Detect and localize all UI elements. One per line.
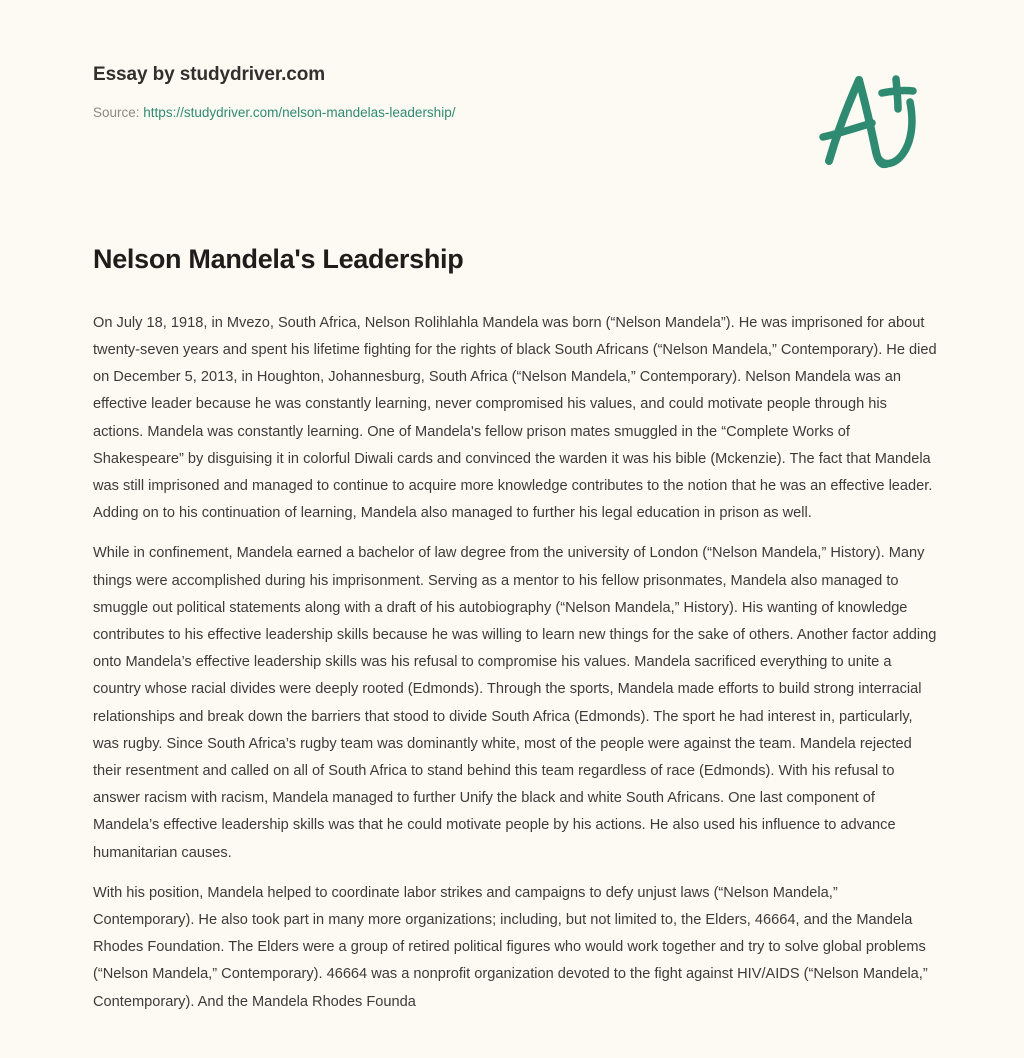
- article-body: [93, 310, 941, 1016]
- a-plus-logo-icon: [812, 66, 922, 176]
- article-paragraph: While in confinement, Mandela earned a bachelor of law degree from the university of London (“Nelson Mandela,” History). Many things were accomplished during his imprisonment. Serving as a mentor to his fellow prisonmates, Mandela also managed to smuggle out political statements along with a draft of his autobiography (“Nelson Mandela,” History). His wanting of knowledge contributes to his effective leadership skills because he was willing to learn new things for the sake of others. Another factor adding onto Mandela’s effective leadership skills was his refusal to compromise his values. Mandela sacrificed everything to unite a country whose racial divides were deeply rooted (Edmonds). Through the sports, Mandela made efforts to build strong interracial relationships and break down the barriers that stood to divide South Africa (Edmonds). The sport he had interest in, particularly, was rugby. Since South Africa’s rugby team was dominantly white, most of the people were against the team. Mandela rejected their resentment and called on all of South Africa to stand behind this team regardless of race (Edmonds). With his refusal to answer racism with racism, Mandela managed to further Unify the black and white South Africans. One last component of Mandela’s effective leadership skills was that he could motivate people by his actions. He also used his influence to advance humanitarian causes.: [93, 545, 937, 861]
- source-line: [93, 104, 793, 122]
- article-paragraph: On July 18, 1918, in Mvezo, South Africa, Nelson Rolihlahla Mandela was born (“Nelson Mandela”). He was imprisoned for about twenty-seven years and spent his lifetime fighting for the rights of black South Africans (“Nelson Mandela,” Contemporary). He died on December 5, 2013, in Houghton, Johannesburg, South Africa (“Nelson Mandela,” Contemporary). Nelson Mandela was an effective leader because he was constantly learning, never compromised his values, and could motivate people through his actions. Mandela was constantly learning. One of Mandela's fellow prison mates smuggled in the “Complete Works of Shakespeare” by disguising it in colorful Diwali cards and convinced the warden it was his bible (Mckenzie). The fact that Mandela was still imprisoned and managed to continue to acquire more knowledge contributes to the notion that he was an effective leader. Adding on to his continuation of learning, Mandela also managed to further his legal education in prison as well.: [93, 314, 937, 522]
- article: [93, 243, 941, 1016]
- source-label: Source:: [93, 104, 140, 120]
- page-title: Nelson Mandela's Leadership: [93, 244, 464, 274]
- brand-title: Essay by studydriver.com: [93, 64, 326, 85]
- brand-block: [93, 64, 793, 121]
- a-plus-logo-glyph: [812, 66, 922, 176]
- article-paragraph: With his position, Mandela helped to coordinate labor strikes and campaigns to defy unjust laws (“Nelson Mandela,” Contemporary). He also took part in many more organizations; including, but not limited to, the Elders, 46664, and the Mandela Rhodes Foundation. The Elders were a group of retired political figures who would work together and try to solve global problems (“Nelson Mandela,” Contemporary). 46664 was a nonprofit organization devoted to the fight against HIV/AIDS (“Nelson Mandela,” Contemporary). And the Mandela Rhodes Founda: [93, 884, 928, 1010]
- page-header: [0, 0, 1024, 200]
- source-url-link[interactable]: https://studydriver.com/nelson-mandelas-leadership/: [143, 104, 456, 120]
